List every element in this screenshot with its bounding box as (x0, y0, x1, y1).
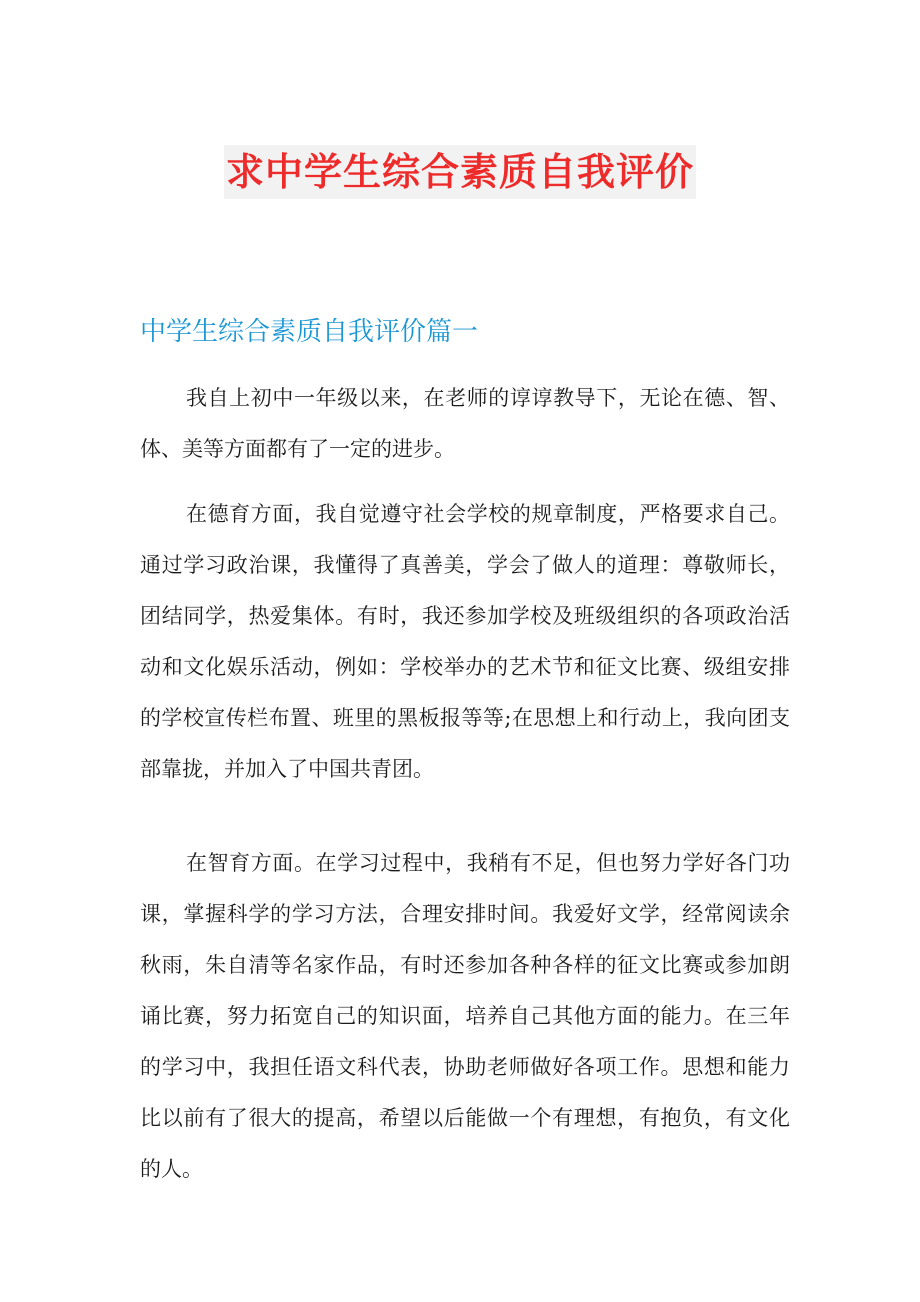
paragraph-moral-education: 在德育方面，我自觉遵守社会学校的规章制度，严格要求自己。通过学习政治课，我懂得了真善美，学会了做人的道理：尊敬师长，团结同学，热爱集体。有时，我还参加学校及班级组织的各项政治活动和文化娱乐活动，例如：学校举办的艺术节和征文比赛、级组安排的学校宣传栏布置、班里的黑板报等等;在思想上和行动上，我向团支部靠拢，并加入了中国共青团。 (140, 502, 790, 781)
title-container (0, 120, 920, 225)
page-title: 求中学生综合素质自我评价 (224, 145, 696, 199)
paragraph-intro: 我自上初中一年级以来，在老师的谆谆教导下，无论在德、智、体、美等方面都有了一定的进步。 (140, 386, 790, 461)
paragraph-intellectual-education: 在智育方面。在学习过程中，我稍有不足，但也努力学好各门功课，掌握科学的学习方法，合理安排时间。我爱好文学，经常阅读余秋雨，朱自清等名家作品，有时还参加各种各样的征文比赛或参加朗诵比赛，努力拓宽自己的知识面，培养自己其他方面的能力。在三年的学习中，我担任语文科代表，协助老师做好各项工作。思想和能力比以前有了很大的提高，希望以后能做一个有理想，有抱负，有文化的人。 (140, 851, 790, 1181)
section-heading: 中学生综合素质自我评价篇一 (140, 317, 479, 347)
